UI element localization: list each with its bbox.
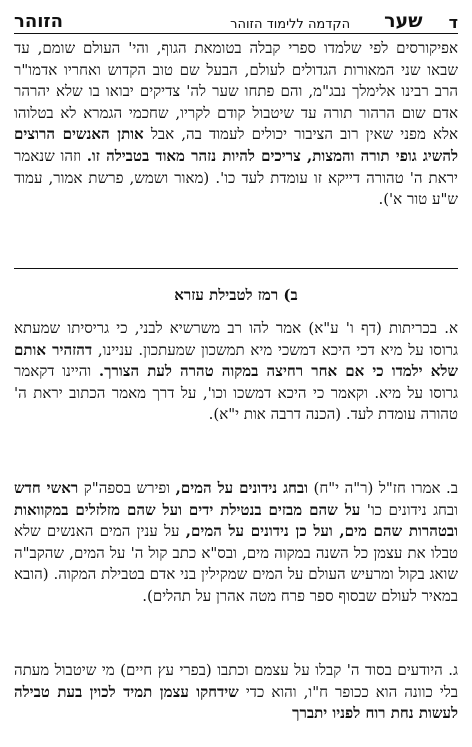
para-b-text-2: ופירש בספה"ק — [78, 479, 176, 497]
gate-label: שער — [384, 10, 423, 32]
para-a-text-2: והיינו דקאמר גרוסו על מיא. וקאמר כי היכא דמשכו וכו', על דרך מאמר הכתוב יראת ה' טהורה עומדת לעד. (הכנה דרבה אות י"א). — [14, 362, 458, 424]
running-header — [14, 4, 458, 32]
book-title: הזוהר — [14, 11, 63, 32]
page-number: ד — [448, 13, 458, 32]
intro-text: אפיקורסים לפי שלמדו ספרי קבלה בטומאת הגוף, והי' העולם שומם, עד שבאו שני המאורות הגדולים לעולם, הבעל שם טוב הקדוש ואחריו אדמו"ר הרב רבינו אלימלך נבג"מ, והם פתחו שער לה' צדיקים יבואו בו שלא יהרהר אדם שום הרהור תורה עד שיטבול קודם לקריו, שחכמי הגמרא לא בטלוהו אלא מפני שאין רוב הציבור יכולים לעמוד בה, אבל — [14, 39, 458, 144]
para-b-bold-1: ובחג נידונים על המים, — [175, 479, 308, 497]
intro-after: וזהו שנאמר יראת ה' טהורה דייקא זו עומדת לעד כו'. (מאור ושמש, פרשת אמור, עמוד ש"ע טור א'). — [14, 146, 458, 209]
paragraph-b — [14, 478, 458, 608]
section-divider — [14, 268, 458, 269]
para-a-bold-1: דהזהיר אותם שלא ילמדו כי אם אחר רחיצה במקוה טהרה לעת הצורך. — [14, 340, 458, 381]
para-c-text-1: ג. היודעים בסוד ה' קבלו על עצמם וכתבו (בפרי עץ חיים) מי שיטבול מעתה בלי כוונה הוא ככופר ח"ו, והוא כדי — [14, 661, 459, 701]
intro-paragraph — [14, 38, 458, 211]
intro-bold: אותן האנשים הרוצים להשיג גופי תורה והמצות, צריכים להיות נזהר מאוד בטבילה זו. — [14, 125, 458, 165]
paragraph-c — [14, 660, 458, 725]
para-b-text-3: ובחג נידונים כו' — [360, 500, 458, 519]
section-title: ב) רמז לטבילת עזרא — [174, 286, 298, 304]
para-a-text-1: א. בכריתות (דף ו' ע"א) אמר להו רב משרשיא לבני, כי גריסיתו שמעתא גרוסו על מיא דכי היכא דמשכי מיא תמשכון שמעתכון. עניינו, — [14, 319, 458, 359]
para-b-text-1: ב. אמרו חז"ל (ר"ה י"ח) — [308, 479, 458, 497]
para-c-bold-1: שידחקו עצמן תמיד לכוין בעת טבילה לעשות נחת רוח לפניו יתברך — [14, 682, 458, 723]
paragraph-a — [14, 318, 458, 426]
para-b-bold-2: ראשי חדש — [14, 479, 79, 497]
para-b-bold-3: על שהם מבזים בנטילת ידים ועל שהם מזלזלים במקוואות ובטהרות שהם מים, ועל כן נידונים על המים, — [14, 500, 458, 541]
header-divider — [14, 33, 458, 34]
header-subtitle: הקדמה ללימוד הזוהר — [230, 17, 351, 32]
para-b-text-4: על ענין המים האנשים שלא טבלו את עצמן כל השנה במקוה מים, ובס"א כתב קול ה' על המים, שהקב"ה שואג בקול ומרעיש העולם על המים שמקילין בני אדם בטבילת המקוה. (הובא במאיר לעולם שבסוף ספר פרח מטה אהרן על תהלים). — [14, 522, 458, 605]
